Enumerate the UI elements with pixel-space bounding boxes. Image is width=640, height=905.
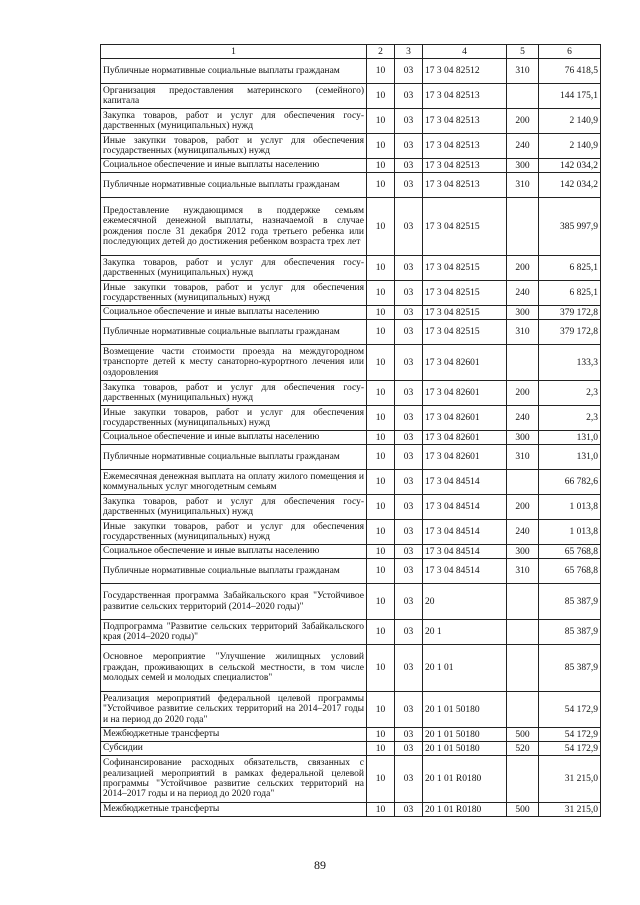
expense-type-cell: 240 — [507, 406, 539, 431]
target-article-cell: 17 3 04 82513 — [423, 159, 507, 173]
row-name-cell: Социальное обеспечение и иные выплаты населению — [101, 159, 367, 173]
row-name-cell: Реализация мероприятий федеральной целевой программы "Устойчивое развитие сельских территорий на 2014–2017 годы и на период до 2020 года" — [101, 692, 367, 728]
amount-cell: 65 768,8 — [539, 559, 601, 584]
expense-type-cell — [507, 645, 539, 692]
table-row — [101, 620, 601, 645]
table-row — [101, 281, 601, 306]
podrazdel-cell: 03 — [395, 495, 423, 520]
amount-cell: 66 782,6 — [539, 470, 601, 495]
target-article-cell: 20 1 — [423, 620, 507, 645]
target-article-cell: 17 3 04 84514 — [423, 495, 507, 520]
amount-cell: 1 013,8 — [539, 495, 601, 520]
row-name-cell: Закупка товаров, работ и услуг для обеспечения государственных (муниципальных) нужд — [101, 109, 367, 134]
amount-cell: 379 172,8 — [539, 320, 601, 345]
razdel-cell: 10 — [367, 470, 395, 495]
row-name-cell: Иные закупки товаров, работ и услуг для обеспечения государственных (муниципальных) нужд — [101, 281, 367, 306]
razdel-cell: 10 — [367, 445, 395, 470]
target-article-cell: 20 1 01 50180 — [423, 728, 507, 742]
expense-type-cell: 310 — [507, 445, 539, 470]
razdel-cell: 10 — [367, 59, 395, 84]
table-row — [101, 645, 601, 692]
target-article-cell: 17 3 04 82601 — [423, 445, 507, 470]
razdel-cell: 10 — [367, 159, 395, 173]
target-article-cell: 17 3 04 82512 — [423, 59, 507, 84]
razdel-cell: 10 — [367, 198, 395, 256]
razdel-cell: 10 — [367, 345, 395, 381]
amount-cell: 54 172,9 — [539, 692, 601, 728]
podrazdel-cell: 03 — [395, 728, 423, 742]
row-name-cell: Закупка товаров, работ и услуг для обеспечения государственных (муниципальных) нужд — [101, 495, 367, 520]
expense-type-cell: 240 — [507, 520, 539, 545]
target-article-cell: 17 3 04 82513 — [423, 84, 507, 109]
row-name-cell: Подпрограмма "Развитие сельских территорий Забайкальского края (2014–2020 годы)" — [101, 620, 367, 645]
amount-cell: 6 825,1 — [539, 281, 601, 306]
expense-type-cell — [507, 198, 539, 256]
table-row — [101, 198, 601, 256]
amount-cell: 131,0 — [539, 431, 601, 445]
table-row — [101, 320, 601, 345]
razdel-cell: 10 — [367, 645, 395, 692]
row-name-cell: Организация предоставления материнского (семейного) капитала — [101, 84, 367, 109]
razdel-cell: 10 — [367, 520, 395, 545]
expense-type-cell: 520 — [507, 742, 539, 756]
podrazdel-cell: 03 — [395, 406, 423, 431]
expense-type-cell — [507, 756, 539, 803]
table-row — [101, 692, 601, 728]
row-name-cell: Закупка товаров, работ и услуг для обеспечения государственных (муниципальных) нужд — [101, 381, 367, 406]
target-article-cell: 20 — [423, 584, 507, 620]
target-article-cell: 17 3 04 84514 — [423, 520, 507, 545]
table-row — [101, 84, 601, 109]
row-name-cell: Социальное обеспечение и иные выплаты населению — [101, 306, 367, 320]
row-name-cell: Межбюджетные трансферты — [101, 728, 367, 742]
podrazdel-cell: 03 — [395, 109, 423, 134]
table-row — [101, 470, 601, 495]
expense-type-cell: 240 — [507, 134, 539, 159]
row-name-cell: Социальное обеспечение и иные выплаты населению — [101, 545, 367, 559]
amount-cell: 65 768,8 — [539, 545, 601, 559]
podrazdel-cell: 03 — [395, 84, 423, 109]
expense-type-cell: 300 — [507, 306, 539, 320]
row-name-cell: Публичные нормативные социальные выплаты гражданам — [101, 173, 367, 198]
amount-cell: 85 387,9 — [539, 620, 601, 645]
expense-type-cell: 500 — [507, 803, 539, 817]
razdel-cell: 10 — [367, 134, 395, 159]
podrazdel-cell: 03 — [395, 645, 423, 692]
podrazdel-cell: 03 — [395, 306, 423, 320]
table-row — [101, 545, 601, 559]
row-name-cell: Публичные нормативные социальные выплаты гражданам — [101, 59, 367, 84]
amount-cell: 85 387,9 — [539, 645, 601, 692]
col-header-5: 5 — [507, 45, 539, 59]
table-row — [101, 728, 601, 742]
podrazdel-cell: 03 — [395, 756, 423, 803]
amount-cell: 142 034,2 — [539, 173, 601, 198]
podrazdel-cell: 03 — [395, 520, 423, 545]
col-header-2: 2 — [367, 45, 395, 59]
razdel-cell: 10 — [367, 431, 395, 445]
target-article-cell: 17 3 04 82515 — [423, 306, 507, 320]
row-name-cell: Субсидии — [101, 742, 367, 756]
expense-type-cell — [507, 692, 539, 728]
expense-type-cell — [507, 620, 539, 645]
podrazdel-cell: 03 — [395, 256, 423, 281]
table-row — [101, 345, 601, 381]
amount-cell: 54 172,9 — [539, 728, 601, 742]
target-article-cell: 17 3 04 82601 — [423, 406, 507, 431]
amount-cell: 2 140,9 — [539, 134, 601, 159]
table-row — [101, 495, 601, 520]
target-article-cell: 17 3 04 82601 — [423, 431, 507, 445]
table-body — [101, 59, 601, 817]
col-header-3: 3 — [395, 45, 423, 59]
col-header-1: 1 — [101, 45, 367, 59]
expense-type-cell: 300 — [507, 545, 539, 559]
podrazdel-cell: 03 — [395, 345, 423, 381]
table-row — [101, 256, 601, 281]
row-name-cell: Ежемесячная денежная выплата на оплату жилого помещения и коммунальных услуг многодетным семьям — [101, 470, 367, 495]
expense-type-cell: 200 — [507, 381, 539, 406]
podrazdel-cell: 03 — [395, 159, 423, 173]
target-article-cell: 20 1 01 50180 — [423, 692, 507, 728]
razdel-cell: 10 — [367, 84, 395, 109]
expense-type-cell: 300 — [507, 159, 539, 173]
razdel-cell: 10 — [367, 381, 395, 406]
amount-cell: 131,0 — [539, 445, 601, 470]
header-row — [101, 45, 601, 59]
amount-cell: 54 172,9 — [539, 742, 601, 756]
table-row — [101, 173, 601, 198]
expense-type-cell: 300 — [507, 431, 539, 445]
page-number: 89 — [314, 858, 326, 872]
amount-cell: 385 997,9 — [539, 198, 601, 256]
target-article-cell: 17 3 04 82515 — [423, 281, 507, 306]
row-name-cell: Социальное обеспечение и иные выплаты населению — [101, 431, 367, 445]
podrazdel-cell: 03 — [395, 559, 423, 584]
row-name-cell: Публичные нормативные социальные выплаты гражданам — [101, 320, 367, 345]
expense-type-cell: 310 — [507, 320, 539, 345]
table-row — [101, 584, 601, 620]
table-row — [101, 520, 601, 545]
target-article-cell: 17 3 04 82513 — [423, 134, 507, 159]
row-name-cell: Возмещение части стоимости проезда на междугородном транспорте детей к месту санаторно-курортного лечения или оздоровления — [101, 345, 367, 381]
amount-cell: 142 034,2 — [539, 159, 601, 173]
budget-table — [100, 44, 601, 817]
podrazdel-cell: 03 — [395, 803, 423, 817]
table-row — [101, 559, 601, 584]
razdel-cell: 10 — [367, 584, 395, 620]
amount-cell: 1 013,8 — [539, 520, 601, 545]
target-article-cell: 20 1 01 50180 — [423, 742, 507, 756]
amount-cell: 2 140,9 — [539, 109, 601, 134]
row-name-cell: Межбюджетные трансферты — [101, 803, 367, 817]
table-row — [101, 431, 601, 445]
target-article-cell: 17 3 04 82513 — [423, 109, 507, 134]
razdel-cell: 10 — [367, 756, 395, 803]
razdel-cell: 10 — [367, 620, 395, 645]
col-header-6: 6 — [539, 45, 601, 59]
target-article-cell: 17 3 04 82515 — [423, 256, 507, 281]
target-article-cell: 17 3 04 84514 — [423, 559, 507, 584]
table-row — [101, 59, 601, 84]
podrazdel-cell: 03 — [395, 381, 423, 406]
razdel-cell: 10 — [367, 692, 395, 728]
target-article-cell: 17 3 04 82601 — [423, 381, 507, 406]
razdel-cell: 10 — [367, 728, 395, 742]
target-article-cell: 20 1 01 — [423, 645, 507, 692]
razdel-cell: 10 — [367, 495, 395, 520]
amount-cell: 31 215,0 — [539, 803, 601, 817]
expense-type-cell: 200 — [507, 495, 539, 520]
target-article-cell: 17 3 04 82515 — [423, 198, 507, 256]
podrazdel-cell: 03 — [395, 620, 423, 645]
amount-cell: 144 175,1 — [539, 84, 601, 109]
table-row — [101, 381, 601, 406]
target-article-cell: 17 3 04 82515 — [423, 320, 507, 345]
expense-type-cell: 200 — [507, 256, 539, 281]
amount-cell: 85 387,9 — [539, 584, 601, 620]
table-row — [101, 134, 601, 159]
razdel-cell: 10 — [367, 742, 395, 756]
target-article-cell: 20 1 01 R0180 — [423, 803, 507, 817]
amount-cell: 6 825,1 — [539, 256, 601, 281]
target-article-cell: 20 1 01 R0180 — [423, 756, 507, 803]
row-name-cell: Государственная программа Забайкальского края "Устойчивое развитие сельских территорий (2014–2020 годы)" — [101, 584, 367, 620]
amount-cell: 2,3 — [539, 381, 601, 406]
target-article-cell: 17 3 04 84514 — [423, 545, 507, 559]
table-header — [101, 45, 601, 59]
col-header-4: 4 — [423, 45, 507, 59]
amount-cell: 76 418,5 — [539, 59, 601, 84]
razdel-cell: 10 — [367, 406, 395, 431]
podrazdel-cell: 03 — [395, 320, 423, 345]
expense-type-cell: 310 — [507, 559, 539, 584]
target-article-cell: 17 3 04 84514 — [423, 470, 507, 495]
razdel-cell: 10 — [367, 320, 395, 345]
expense-type-cell: 240 — [507, 281, 539, 306]
razdel-cell: 10 — [367, 173, 395, 198]
expense-type-cell — [507, 84, 539, 109]
podrazdel-cell: 03 — [395, 173, 423, 198]
podrazdel-cell: 03 — [395, 470, 423, 495]
table-row — [101, 756, 601, 803]
table-row — [101, 445, 601, 470]
razdel-cell: 10 — [367, 109, 395, 134]
expense-type-cell: 500 — [507, 728, 539, 742]
amount-cell: 2,3 — [539, 406, 601, 431]
podrazdel-cell: 03 — [395, 198, 423, 256]
table-row — [101, 159, 601, 173]
table-row — [101, 306, 601, 320]
row-name-cell: Иные закупки товаров, работ и услуг для обеспечения государственных (муниципальных) нужд — [101, 406, 367, 431]
razdel-cell: 10 — [367, 545, 395, 559]
row-name-cell: Предоставление нуждающимся в поддержке семьям ежемесячной денежной выплаты, назначаемой в случае рождения после 31 декабря 2012 года третьего ребенка или последующих детей до достижения ребенком возраста трех лет — [101, 198, 367, 256]
expense-type-cell — [507, 345, 539, 381]
podrazdel-cell: 03 — [395, 545, 423, 559]
razdel-cell: 10 — [367, 256, 395, 281]
podrazdel-cell: 03 — [395, 59, 423, 84]
row-name-cell: Софинансирование расходных обязательств, связанных с реализацией мероприятий в рамках федеральной целевой программы "Устойчивое развитие сельских территорий на 2014–2017 годы и на период до 2020 года" — [101, 756, 367, 803]
expense-type-cell: 310 — [507, 173, 539, 198]
podrazdel-cell: 03 — [395, 692, 423, 728]
target-article-cell: 17 3 04 82601 — [423, 345, 507, 381]
podrazdel-cell: 03 — [395, 281, 423, 306]
table-row — [101, 109, 601, 134]
row-name-cell: Иные закупки товаров, работ и услуг для обеспечения государственных (муниципальных) нужд — [101, 520, 367, 545]
row-name-cell: Публичные нормативные социальные выплаты гражданам — [101, 445, 367, 470]
amount-cell: 31 215,0 — [539, 756, 601, 803]
table-row — [101, 406, 601, 431]
expense-type-cell — [507, 584, 539, 620]
row-name-cell: Закупка товаров, работ и услуг для обеспечения государственных (муниципальных) нужд — [101, 256, 367, 281]
razdel-cell: 10 — [367, 281, 395, 306]
table-row — [101, 742, 601, 756]
razdel-cell: 10 — [367, 803, 395, 817]
target-article-cell: 17 3 04 82513 — [423, 173, 507, 198]
podrazdel-cell: 03 — [395, 431, 423, 445]
table-row — [101, 803, 601, 817]
podrazdel-cell: 03 — [395, 445, 423, 470]
expense-type-cell: 200 — [507, 109, 539, 134]
razdel-cell: 10 — [367, 306, 395, 320]
row-name-cell: Иные закупки товаров, работ и услуг для обеспечения государственных (муниципальных) нужд — [101, 134, 367, 159]
amount-cell: 379 172,8 — [539, 306, 601, 320]
razdel-cell: 10 — [367, 559, 395, 584]
podrazdel-cell: 03 — [395, 742, 423, 756]
podrazdel-cell: 03 — [395, 134, 423, 159]
podrazdel-cell: 03 — [395, 584, 423, 620]
expense-type-cell — [507, 470, 539, 495]
amount-cell: 133,3 — [539, 345, 601, 381]
expense-type-cell: 310 — [507, 59, 539, 84]
row-name-cell: Публичные нормативные социальные выплаты гражданам — [101, 559, 367, 584]
row-name-cell: Основное мероприятие "Улучшение жилищных условий граждан, проживающих в сельской местности, в том числе молодых семей и молодых специалистов" — [101, 645, 367, 692]
